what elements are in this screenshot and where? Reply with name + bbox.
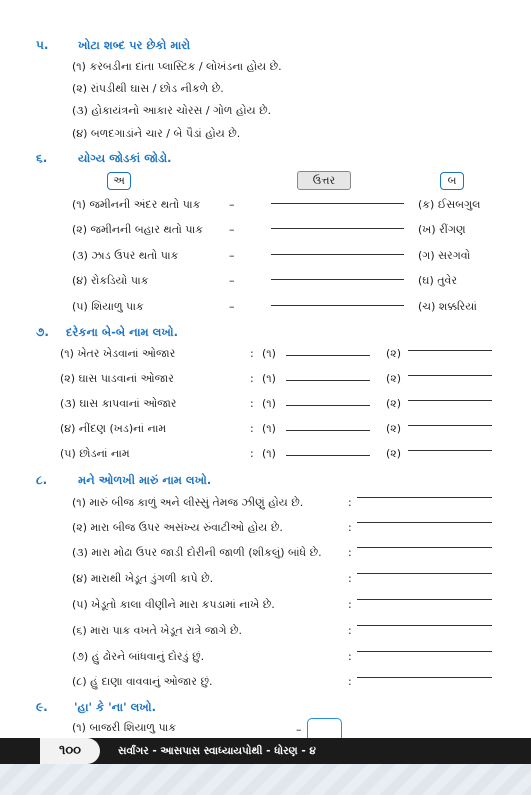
q7-item-1: (૧) ખેતર ખેડવાનાં ઓજાર bbox=[60, 347, 176, 360]
q8-colon: : bbox=[348, 675, 352, 688]
q7-answer-line[interactable] bbox=[286, 355, 370, 356]
q6-dash: – bbox=[229, 300, 235, 313]
column-a-header: અ bbox=[107, 172, 131, 190]
q7-colon: : bbox=[250, 422, 254, 435]
q7-answer-line[interactable] bbox=[408, 450, 492, 451]
q5-item-2: (૨) રાંપડીથી ઘાસ / છોડ નીકળે છે. bbox=[72, 82, 224, 95]
q7-answer-line[interactable] bbox=[286, 380, 370, 381]
q7-blank-2-label: (૨) bbox=[386, 372, 402, 385]
q6-title: યોગ્ય જોડકાં જોડો. bbox=[78, 151, 172, 165]
q7-blank-1-label: (૧) bbox=[262, 347, 276, 360]
q7-blank-1-label: (૧) bbox=[262, 372, 276, 385]
q8-answer-line[interactable] bbox=[357, 497, 492, 498]
q6-answer-line-1[interactable] bbox=[271, 203, 404, 204]
q8-item-8: (૮) હું દાણા વાવવાનું ઓજાર છું. bbox=[72, 675, 213, 688]
q8-item-1: (૧) મારું બીજ કાળું અને લીસ્સું તેમજ ઝીણું હોય છે. bbox=[72, 496, 304, 509]
q8-answer-line[interactable] bbox=[357, 625, 492, 626]
q6-right-item-5: (ચ) શક્કરિયાં bbox=[418, 300, 477, 313]
q7-answer-line[interactable] bbox=[286, 430, 370, 431]
q7-answer-line[interactable] bbox=[408, 400, 492, 401]
q7-item-4: (૪) નીંદણ (ખડ)નાં નામ bbox=[60, 422, 167, 435]
q8-answer-line[interactable] bbox=[357, 599, 492, 600]
q5-title: ખોટા શબ્દ પર છેકો મારો bbox=[78, 38, 191, 52]
q7-answer-line[interactable] bbox=[286, 405, 370, 406]
q6-right-item-2: (ખ) રીંગણ bbox=[418, 223, 466, 236]
q9-title: 'હા' કે 'ના' લખો. bbox=[74, 700, 156, 714]
q6-right-item-3: (ગ) સરગવો bbox=[418, 249, 471, 262]
q8-item-6: (૬) મારા પાક વખતે ખેડૂત રાત્રે જાગે છે. bbox=[72, 624, 242, 637]
footer-stripe-decoration bbox=[0, 764, 531, 795]
q6-left-item-1: (૧) જમીનની અંદર થતો પાક bbox=[72, 198, 201, 211]
q7-colon: : bbox=[250, 397, 254, 410]
q7-item-2: (૨) ઘાસ પાડવાનાં ઓજાર bbox=[60, 372, 174, 385]
q8-colon: : bbox=[348, 546, 352, 559]
q6-right-item-1: (ક) ઈસબગુલ bbox=[418, 198, 481, 211]
q6-answer-line-4[interactable] bbox=[271, 279, 404, 280]
q7-colon: : bbox=[250, 372, 254, 385]
q6-number: ૬. bbox=[36, 151, 48, 165]
q8-item-3: (૩) મારા મોઢા ઉપર જાડી દોરીની જાળી (શીકલું) બાંધે છે. bbox=[72, 546, 322, 559]
q6-answer-line-5[interactable] bbox=[271, 305, 404, 306]
q6-dash: – bbox=[229, 223, 235, 236]
q7-answer-line[interactable] bbox=[408, 425, 492, 426]
q6-dash: – bbox=[229, 274, 235, 287]
q8-answer-line[interactable] bbox=[357, 677, 492, 678]
q7-item-5: (૫) છોડનાં નામ bbox=[60, 447, 130, 460]
q6-answer-line-2[interactable] bbox=[271, 228, 404, 229]
q8-colon: : bbox=[348, 496, 352, 509]
q9-number: ૯. bbox=[36, 700, 48, 714]
q8-item-4: (૪) મારાથી ખેડૂત ડુંગળી કાપે છે. bbox=[72, 572, 214, 585]
q5-item-4: (૪) બળદગાડાંને ચાર / બે પૈડાં હોય છે. bbox=[72, 127, 241, 140]
q7-number: ૭. bbox=[36, 325, 49, 339]
q8-item-2: (૨) મારા બીજ ઉપર અસંખ્ય રુંવાટીઓ હોય છે. bbox=[72, 521, 283, 534]
q7-blank-2-label: (૨) bbox=[386, 422, 402, 435]
q6-left-item-2: (૨) જમીનની બહાર થતો પાક bbox=[72, 223, 203, 236]
q9-dash: – bbox=[296, 723, 302, 736]
q7-blank-2-label: (૨) bbox=[386, 397, 402, 410]
q6-answer-line-3[interactable] bbox=[271, 254, 404, 255]
q8-colon: : bbox=[348, 598, 352, 611]
q8-colon: : bbox=[348, 650, 352, 663]
q7-colon: : bbox=[250, 447, 254, 460]
q8-answer-line[interactable] bbox=[357, 522, 492, 523]
q8-colon: : bbox=[348, 572, 352, 585]
q7-blank-2-label: (૨) bbox=[386, 447, 402, 460]
q8-item-7: (૭) હું ઢોરને બાંધવાનું દોરડું છું. bbox=[72, 650, 205, 663]
page-number: ૧૦૦ bbox=[40, 738, 100, 764]
q7-colon: : bbox=[250, 347, 254, 360]
q8-number: ૮. bbox=[36, 473, 48, 487]
q7-answer-line[interactable] bbox=[286, 455, 370, 456]
q8-colon: : bbox=[348, 624, 352, 637]
q7-answer-line[interactable] bbox=[408, 350, 492, 351]
q6-right-item-4: (ઘ) તુવેર bbox=[418, 274, 458, 287]
answer-column-header: ઉત્તર bbox=[297, 171, 351, 190]
q8-item-5: (૫) ખેડૂતો કાલા વીણીને મારા કપડામાં નાખે છે. bbox=[72, 598, 275, 611]
q9-item-1: (૧) બાજરી શિયાળુ પાક bbox=[72, 721, 177, 734]
q7-answer-line[interactable] bbox=[408, 375, 492, 376]
q8-colon: : bbox=[348, 521, 352, 534]
q5-item-3: (૩) હોકાયંત્રનો આકાર ચોરસ / ગોળ હોય છે. bbox=[72, 104, 272, 117]
q6-left-item-4: (૪) રોકડિયો પાક bbox=[72, 274, 149, 287]
q7-item-3: (૩) ઘાસ કાપવાનાં ઓજાર bbox=[60, 397, 177, 410]
q8-title: મને ઓળખી મારું નામ લખો. bbox=[78, 473, 212, 487]
q8-answer-line[interactable] bbox=[357, 547, 492, 548]
q7-blank-2-label: (૨) bbox=[386, 347, 402, 360]
footer-book-title: સર્વાંગર - આસપાસ સ્વાધ્યાયપોથી - ધોરણ - ૪ bbox=[118, 745, 316, 757]
q5-number: ૫. bbox=[36, 38, 49, 52]
q7-blank-1-label: (૧) bbox=[262, 422, 276, 435]
q6-left-item-5: (૫) શિયાળુ પાક bbox=[72, 300, 144, 313]
q5-item-1: (૧) કરબડીના દાંતા પ્લાસ્ટિક / લોખંડના હોય છે. bbox=[72, 60, 282, 73]
q7-title: દરેકના બે-બે નામ લખો. bbox=[66, 325, 179, 339]
q8-answer-line[interactable] bbox=[357, 573, 492, 574]
column-b-header: બ bbox=[440, 172, 464, 190]
q6-left-item-3: (૩) ઝાડ ઉપર થતો પાક bbox=[72, 249, 179, 262]
q6-dash: – bbox=[229, 249, 235, 262]
q8-answer-line[interactable] bbox=[357, 651, 492, 652]
q6-dash: – bbox=[229, 198, 235, 211]
q7-blank-1-label: (૧) bbox=[262, 447, 276, 460]
q7-blank-1-label: (૧) bbox=[262, 397, 276, 410]
